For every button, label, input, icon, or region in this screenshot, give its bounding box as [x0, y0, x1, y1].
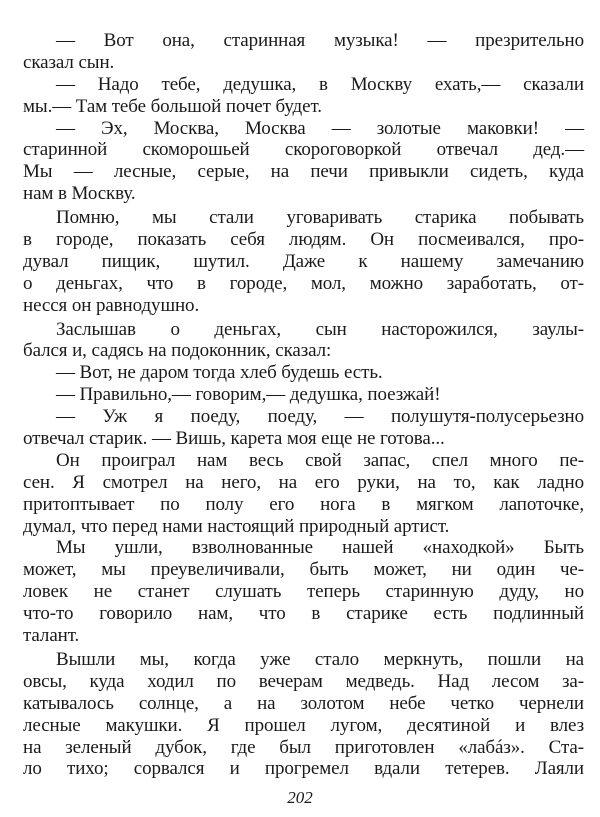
text-line: — Уж я поеду, поеду, — полушутя-полусерьезно [56, 406, 584, 428]
paragraph [23, 649, 584, 780]
text-line: Вышли мы, когда уже стало меркнуть, пошли на [56, 648, 584, 670]
paragraph [23, 384, 584, 406]
paragraph [23, 406, 584, 450]
text-line: Он проиграл нам весь свой запас, спел много пе- [56, 449, 584, 471]
paragraph [23, 319, 584, 363]
text-line: талант. [23, 625, 80, 647]
text-line: мы.— Там тебе большой почет будет. [23, 95, 322, 117]
text-line: бался и, садясь на подоконник, сказал: [23, 340, 332, 362]
text-line: лесные макушки. Я прошел лугом, десятиной и влез [23, 714, 584, 736]
text-line: думал, что перед нами настоящий природный артист. [23, 515, 450, 537]
text-line: несся он равнодушно. [23, 294, 200, 316]
text-line: — Вот, не даром тогда хлеб будешь есть. [56, 362, 383, 384]
text-line: дувал пищик, шутил. Даже к нашему замечанию [23, 250, 584, 272]
paragraph [23, 537, 584, 646]
text-line: — Надо тебе, дедушка, в Москву ехать,— сказали [56, 73, 584, 95]
text-line: Заслышав о деньгах, сын насторожился, заулы- [56, 318, 584, 340]
text-line: ловек не станет слушать теперь старинную дуду, но [23, 581, 584, 603]
text-line: на зеленый дубок, где был приготовлен «лабáз». Ста- [23, 736, 584, 758]
text-line: нам в Москву. [23, 183, 136, 205]
page-body [23, 30, 584, 780]
text-line: Мы — лесные, серые, на печи привыкли сидеть, куда [23, 161, 584, 183]
text-line: о деньгах, что в городе, мол, можно заработать, от- [23, 272, 584, 294]
text-line: в городе, показать себя людям. Он посмеивался, про- [23, 229, 584, 251]
paragraph [23, 118, 584, 206]
paragraph [23, 450, 584, 538]
text-line: — Эх, Москва, Москва — золотые маковки! — [56, 117, 584, 139]
text-line: катывалось солнце, а на золотом небе четко чернели [23, 692, 584, 714]
text-line: может, мы преувеличивали, быть может, ни один че- [23, 559, 584, 581]
text-line: — Правильно,— говорим,— дедушка, поезжай! [56, 384, 441, 406]
text-line: что-то говорило нам, что в старике есть подлинный [23, 603, 584, 625]
text-line: притоптывает по полу его нога в мягком лапоточке, [23, 493, 584, 515]
text-line: Помню, мы стали уговаривать старика побывать [56, 207, 584, 229]
text-line: Мы ушли, взволнованные нашей «находкой» Быть [56, 537, 584, 559]
paragraph [23, 74, 584, 118]
paragraph [23, 207, 584, 316]
text-line: отвечал старик. — Вишь, карета моя еще не готова... [23, 428, 445, 450]
page-number: 202 [287, 788, 313, 807]
text-line: ло тихо; сорвался и прогремел вдали тетерев. Лаяли [23, 758, 584, 780]
paragraph [23, 30, 584, 74]
text-line: сказал сын. [23, 51, 115, 73]
text-line: сен. Я смотрел на него, на его руки, на то, как ладно [23, 471, 584, 493]
text-line: старинной скоморошьей скороговоркой отвечал дед.— [23, 139, 584, 161]
text-line: — Вот она, старинная музыка! — презрительно [56, 30, 584, 51]
text-line: овсы, куда ходил по вечерам медведь. Над лесом за- [23, 670, 584, 692]
paragraph [23, 362, 584, 384]
